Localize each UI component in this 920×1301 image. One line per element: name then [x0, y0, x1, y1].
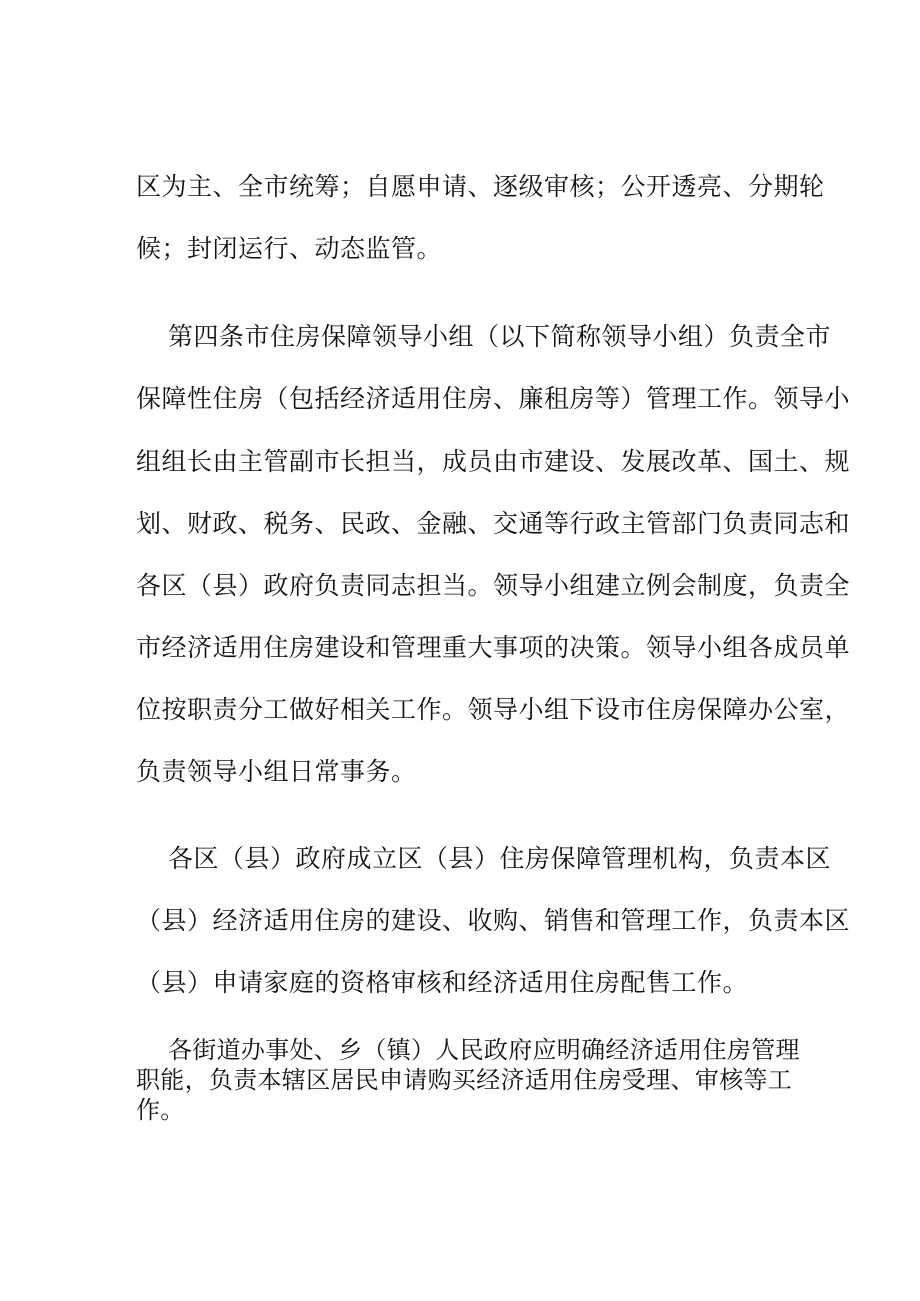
paragraph-2-line-5: 各区（县）政府负责同志担当。领导小组建立例会制度，负责全: [136, 571, 851, 600]
paragraph-1-line-2: 候；封闭运行、动态监管。: [136, 234, 443, 263]
paragraph-2-line-4: 划、财政、税务、民政、金融、交通等行政主管部门负责同志和: [136, 509, 851, 538]
paragraph-4-line-2: 职能，负责本辖区居民申请购买经济适用住房受理、审核等工: [136, 1066, 793, 1094]
paragraph-3-line-3: （县）申请家庭的资格审核和经济适用住房配售工作。: [136, 968, 749, 997]
paragraph-3-line-2: （县）经济适用住房的建设、收购、销售和管理工作，负责本区: [136, 906, 851, 935]
paragraph-2-line-7: 位按职责分工做好相关工作。领导小组下设市住房保障办公室，: [136, 695, 851, 724]
paragraph-4-line-1: 各街道办事处、乡（镇）人民政府应明确经济适用住房管理: [168, 1036, 800, 1064]
paragraph-3-line-1: 各区（县）政府成立区（县）住房保障管理机构，负责本区: [168, 844, 832, 873]
paragraph-1-line-1: 区为主、全市统筹；自愿申请、逐级审核；公开透亮、分期轮: [136, 172, 825, 201]
paragraph-4-line-3: 作。: [136, 1096, 185, 1124]
paragraph-2-line-3: 组组长由主管副市长担当，成员由市建设、发展改革、国土、规: [136, 447, 851, 476]
paragraph-2-line-2: 保障性住房（包括经济适用住房、廉租房等）管理工作。领导小: [136, 384, 851, 413]
paragraph-2-line-1: 第四条市住房保障领导小组（以下简称领导小组）负责全市: [168, 322, 832, 351]
paragraph-2-line-8: 负责领导小组日常事务。: [136, 757, 417, 786]
paragraph-2-line-6: 市经济适用住房建设和管理重大事项的决策。领导小组各成员单: [136, 633, 851, 662]
